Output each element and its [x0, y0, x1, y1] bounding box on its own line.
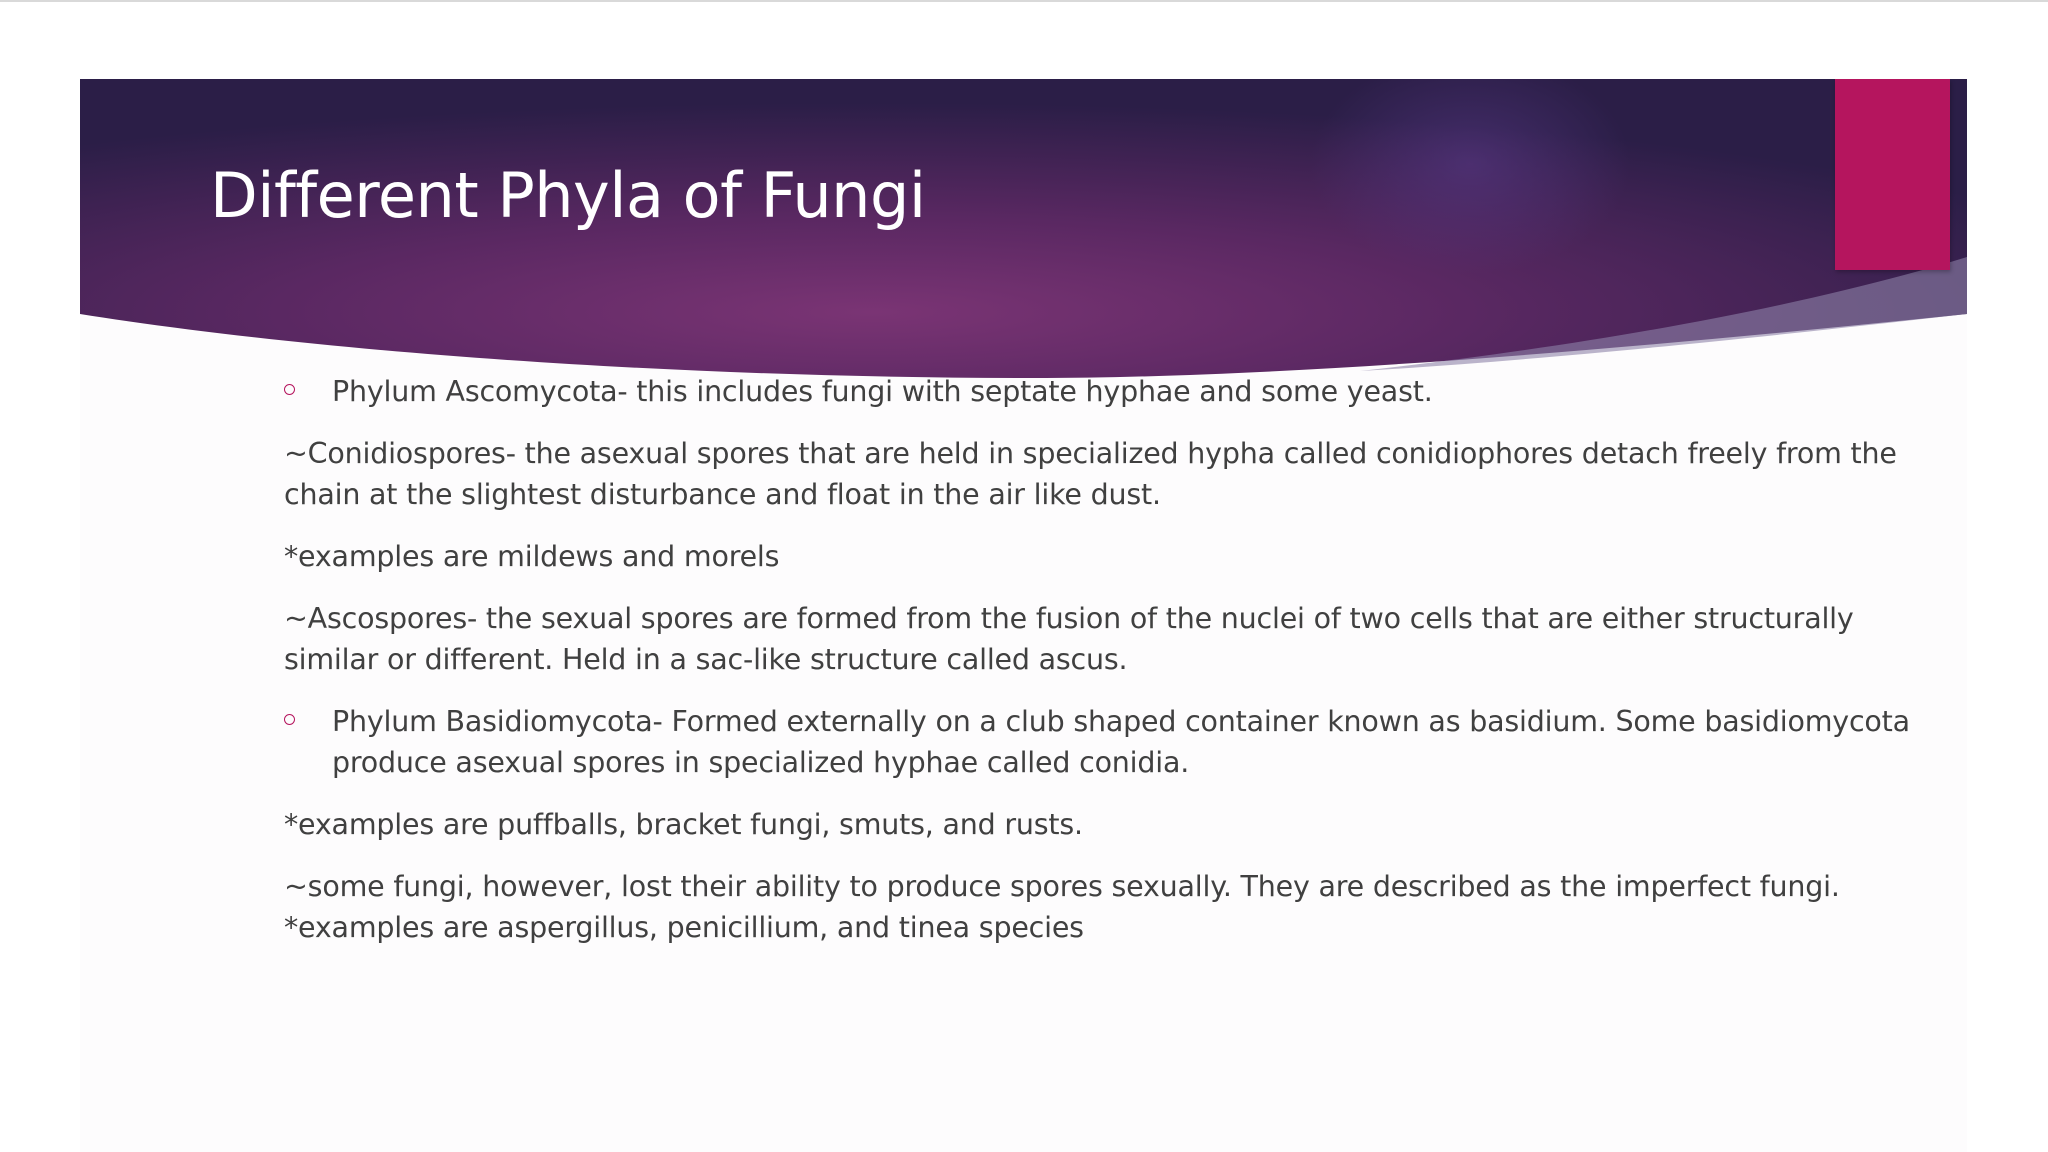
paragraph: ~Conidiospores- the asexual spores that are held in specialized hypha called conidiophores detach freely from the chain at the slightest disturbance and float in the air like dust. [284, 437, 1897, 511]
bullet-text: Phylum Basidiomycota- Formed externally on a club shaped container known as basidium. Some basidiomycota produce asexual spores in specialized hyphae called conidia. [332, 705, 1910, 779]
paragraph: ~some fungi, however, lost their ability to produce spores sexually. They are described as the imperfect fungi. *examples are aspergillus, penicillium, and tinea species [284, 870, 1840, 944]
accent-tab [1835, 79, 1950, 270]
slide-content [284, 371, 1924, 969]
bullet-item [284, 701, 1924, 783]
bullet-item [284, 371, 1924, 412]
bullet-text: Phylum Ascomycota- this includes fungi with septate hyphae and some yeast. [332, 375, 1433, 408]
paragraph: *examples are mildews and morels [284, 540, 780, 573]
paragraph: ~Ascospores- the sexual spores are formed from the fusion of the nuclei of two cells that are either structurally similar or different. Held in a sac-like structure called ascus. [284, 602, 1854, 676]
slide [80, 79, 1967, 1152]
paragraph: *examples are puffballs, bracket fungi, smuts, and rusts. [284, 808, 1083, 841]
hollow-circle-bullet-icon [284, 384, 295, 395]
slide-title: Different Phyla of Fungi [210, 159, 926, 232]
window-top-border [0, 0, 2048, 2]
hollow-circle-bullet-icon [284, 714, 295, 725]
title-banner [80, 79, 1967, 399]
